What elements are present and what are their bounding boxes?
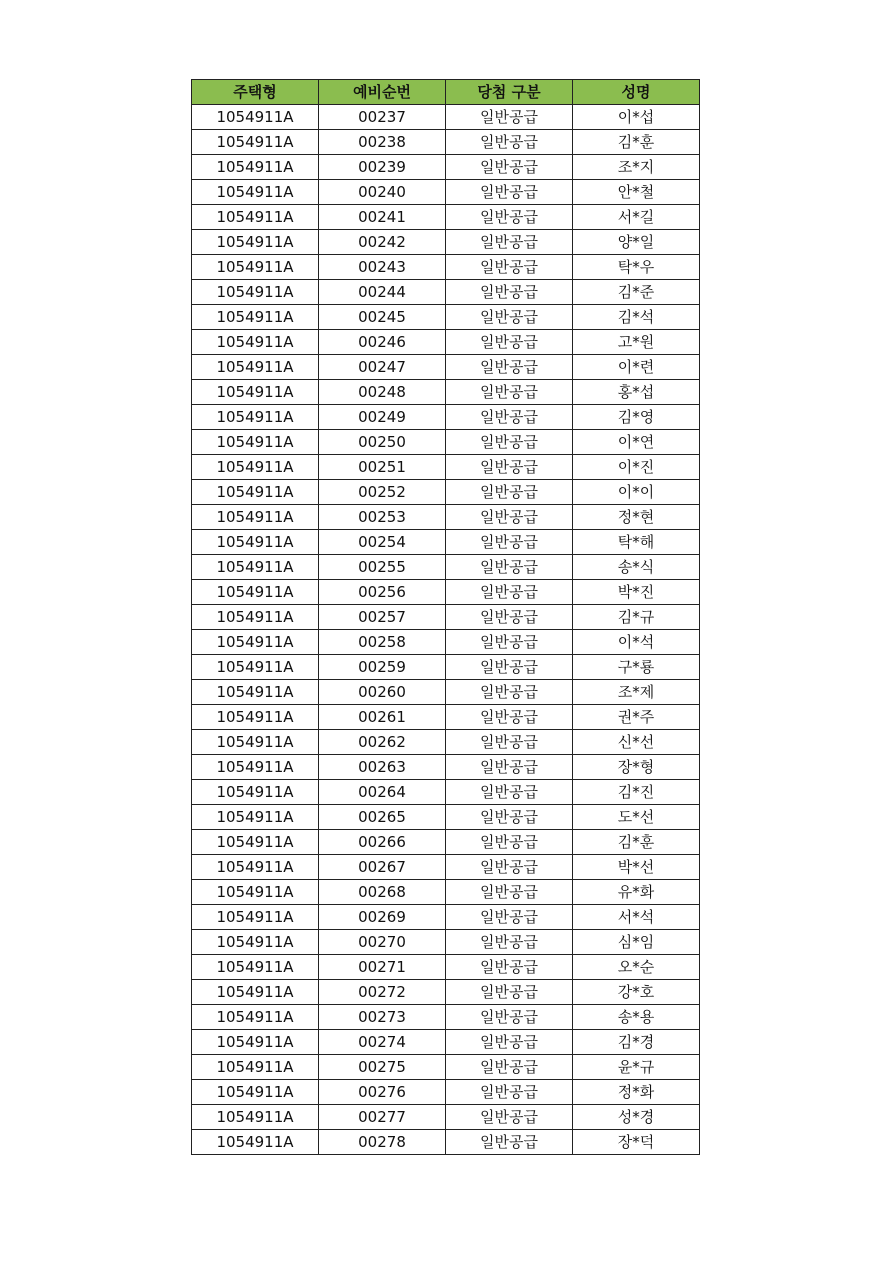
cell-housing-type: 1054911A	[192, 130, 319, 155]
cell-winning-category: 일반공급	[446, 530, 573, 555]
cell-name: 이*이	[573, 480, 700, 505]
cell-housing-type: 1054911A	[192, 280, 319, 305]
cell-housing-type: 1054911A	[192, 230, 319, 255]
cell-housing-type: 1054911A	[192, 205, 319, 230]
cell-name: 이*섭	[573, 105, 700, 130]
cell-winning-category: 일반공급	[446, 1080, 573, 1105]
table-row	[192, 1055, 700, 1080]
cell-reserve-number: 00277	[319, 1105, 446, 1130]
cell-winning-category: 일반공급	[446, 430, 573, 455]
table-row	[192, 1105, 700, 1130]
cell-winning-category: 일반공급	[446, 780, 573, 805]
cell-housing-type: 1054911A	[192, 605, 319, 630]
cell-name: 심*임	[573, 930, 700, 955]
cell-housing-type: 1054911A	[192, 705, 319, 730]
cell-housing-type: 1054911A	[192, 1055, 319, 1080]
cell-winning-category: 일반공급	[446, 680, 573, 705]
cell-winning-category: 일반공급	[446, 905, 573, 930]
cell-winning-category: 일반공급	[446, 855, 573, 880]
table-row	[192, 705, 700, 730]
table-row	[192, 805, 700, 830]
table-row	[192, 1080, 700, 1105]
cell-housing-type: 1054911A	[192, 480, 319, 505]
cell-housing-type: 1054911A	[192, 630, 319, 655]
table-row	[192, 830, 700, 855]
cell-housing-type: 1054911A	[192, 905, 319, 930]
table-row	[192, 230, 700, 255]
cell-winning-category: 일반공급	[446, 255, 573, 280]
cell-name: 정*화	[573, 1080, 700, 1105]
cell-reserve-number: 00262	[319, 730, 446, 755]
cell-housing-type: 1054911A	[192, 530, 319, 555]
cell-name: 조*제	[573, 680, 700, 705]
cell-reserve-number: 00272	[319, 980, 446, 1005]
cell-reserve-number: 00239	[319, 155, 446, 180]
cell-reserve-number: 00255	[319, 555, 446, 580]
cell-name: 안*철	[573, 180, 700, 205]
cell-winning-category: 일반공급	[446, 880, 573, 905]
cell-winning-category: 일반공급	[446, 605, 573, 630]
cell-reserve-number: 00243	[319, 255, 446, 280]
cell-reserve-number: 00259	[319, 655, 446, 680]
cell-name: 서*석	[573, 905, 700, 930]
cell-reserve-number: 00237	[319, 105, 446, 130]
cell-reserve-number: 00256	[319, 580, 446, 605]
cell-winning-category: 일반공급	[446, 355, 573, 380]
cell-housing-type: 1054911A	[192, 105, 319, 130]
cell-housing-type: 1054911A	[192, 730, 319, 755]
table-body	[192, 105, 700, 1155]
cell-name: 김*준	[573, 280, 700, 305]
cell-winning-category: 일반공급	[446, 1055, 573, 1080]
cell-winning-category: 일반공급	[446, 305, 573, 330]
cell-name: 김*영	[573, 405, 700, 430]
cell-winning-category: 일반공급	[446, 205, 573, 230]
cell-housing-type: 1054911A	[192, 1030, 319, 1055]
table-row	[192, 505, 700, 530]
cell-housing-type: 1054911A	[192, 930, 319, 955]
cell-reserve-number: 00240	[319, 180, 446, 205]
cell-housing-type: 1054911A	[192, 755, 319, 780]
header-winning-category: 당첨 구분	[446, 80, 573, 105]
waitlist-table	[191, 79, 700, 1155]
table-row	[192, 1130, 700, 1155]
header-name: 성명	[573, 80, 700, 105]
cell-housing-type: 1054911A	[192, 430, 319, 455]
cell-name: 고*원	[573, 330, 700, 355]
cell-housing-type: 1054911A	[192, 555, 319, 580]
cell-reserve-number: 00263	[319, 755, 446, 780]
cell-name: 이*석	[573, 630, 700, 655]
cell-name: 송*식	[573, 555, 700, 580]
cell-winning-category: 일반공급	[446, 805, 573, 830]
cell-name: 장*덕	[573, 1130, 700, 1155]
table-row	[192, 880, 700, 905]
cell-winning-category: 일반공급	[446, 280, 573, 305]
cell-housing-type: 1054911A	[192, 330, 319, 355]
table-row	[192, 930, 700, 955]
cell-housing-type: 1054911A	[192, 380, 319, 405]
cell-name: 정*현	[573, 505, 700, 530]
table-row	[192, 905, 700, 930]
table-row	[192, 855, 700, 880]
cell-reserve-number: 00276	[319, 1080, 446, 1105]
cell-reserve-number: 00250	[319, 430, 446, 455]
cell-winning-category: 일반공급	[446, 580, 573, 605]
cell-housing-type: 1054911A	[192, 780, 319, 805]
cell-name: 유*화	[573, 880, 700, 905]
cell-winning-category: 일반공급	[446, 1005, 573, 1030]
cell-housing-type: 1054911A	[192, 155, 319, 180]
table-row	[192, 280, 700, 305]
header-reserve-number: 예비순번	[319, 80, 446, 105]
cell-housing-type: 1054911A	[192, 980, 319, 1005]
cell-name: 송*용	[573, 1005, 700, 1030]
cell-name: 도*선	[573, 805, 700, 830]
cell-housing-type: 1054911A	[192, 880, 319, 905]
cell-reserve-number: 00266	[319, 830, 446, 855]
table-row	[192, 1005, 700, 1030]
cell-winning-category: 일반공급	[446, 1130, 573, 1155]
cell-winning-category: 일반공급	[446, 155, 573, 180]
cell-name: 홍*섭	[573, 380, 700, 405]
cell-winning-category: 일반공급	[446, 730, 573, 755]
cell-name: 이*련	[573, 355, 700, 380]
cell-housing-type: 1054911A	[192, 805, 319, 830]
table-row	[192, 180, 700, 205]
cell-housing-type: 1054911A	[192, 405, 319, 430]
table-row	[192, 530, 700, 555]
cell-winning-category: 일반공급	[446, 705, 573, 730]
table-row	[192, 605, 700, 630]
cell-name: 윤*규	[573, 1055, 700, 1080]
cell-reserve-number: 00238	[319, 130, 446, 155]
cell-name: 김*경	[573, 1030, 700, 1055]
cell-reserve-number: 00251	[319, 455, 446, 480]
cell-housing-type: 1054911A	[192, 355, 319, 380]
cell-name: 김*규	[573, 605, 700, 630]
cell-winning-category: 일반공급	[446, 380, 573, 405]
cell-winning-category: 일반공급	[446, 105, 573, 130]
table-row	[192, 380, 700, 405]
header-housing-type: 주택형	[192, 80, 319, 105]
cell-housing-type: 1054911A	[192, 255, 319, 280]
cell-winning-category: 일반공급	[446, 630, 573, 655]
cell-winning-category: 일반공급	[446, 830, 573, 855]
cell-housing-type: 1054911A	[192, 855, 319, 880]
cell-reserve-number: 00252	[319, 480, 446, 505]
cell-winning-category: 일반공급	[446, 230, 573, 255]
table-row	[192, 205, 700, 230]
cell-housing-type: 1054911A	[192, 1080, 319, 1105]
cell-housing-type: 1054911A	[192, 955, 319, 980]
cell-housing-type: 1054911A	[192, 1130, 319, 1155]
cell-housing-type: 1054911A	[192, 180, 319, 205]
cell-reserve-number: 00273	[319, 1005, 446, 1030]
cell-housing-type: 1054911A	[192, 1005, 319, 1030]
cell-reserve-number: 00245	[319, 305, 446, 330]
cell-name: 오*순	[573, 955, 700, 980]
table-row	[192, 130, 700, 155]
cell-name: 권*주	[573, 705, 700, 730]
cell-reserve-number: 00242	[319, 230, 446, 255]
cell-name: 이*연	[573, 430, 700, 455]
cell-reserve-number: 00265	[319, 805, 446, 830]
cell-reserve-number: 00268	[319, 880, 446, 905]
cell-reserve-number: 00258	[319, 630, 446, 655]
cell-reserve-number: 00271	[319, 955, 446, 980]
cell-housing-type: 1054911A	[192, 580, 319, 605]
table-row	[192, 580, 700, 605]
cell-housing-type: 1054911A	[192, 830, 319, 855]
cell-name: 김*석	[573, 305, 700, 330]
cell-reserve-number: 00248	[319, 380, 446, 405]
cell-housing-type: 1054911A	[192, 455, 319, 480]
table-row	[192, 630, 700, 655]
cell-winning-category: 일반공급	[446, 330, 573, 355]
cell-winning-category: 일반공급	[446, 480, 573, 505]
table-row	[192, 405, 700, 430]
cell-housing-type: 1054911A	[192, 655, 319, 680]
cell-name: 박*선	[573, 855, 700, 880]
table-row	[192, 755, 700, 780]
table-row	[192, 305, 700, 330]
cell-housing-type: 1054911A	[192, 505, 319, 530]
header-row	[192, 80, 700, 105]
cell-reserve-number: 00267	[319, 855, 446, 880]
table-row	[192, 680, 700, 705]
table-row	[192, 255, 700, 280]
cell-reserve-number: 00274	[319, 1030, 446, 1055]
cell-reserve-number: 00260	[319, 680, 446, 705]
cell-winning-category: 일반공급	[446, 505, 573, 530]
cell-winning-category: 일반공급	[446, 130, 573, 155]
cell-name: 구*룡	[573, 655, 700, 680]
table-row	[192, 1030, 700, 1055]
cell-winning-category: 일반공급	[446, 755, 573, 780]
cell-winning-category: 일반공급	[446, 180, 573, 205]
cell-reserve-number: 00249	[319, 405, 446, 430]
cell-reserve-number: 00254	[319, 530, 446, 555]
cell-reserve-number: 00264	[319, 780, 446, 805]
cell-name: 양*일	[573, 230, 700, 255]
cell-reserve-number: 00244	[319, 280, 446, 305]
cell-name: 박*진	[573, 580, 700, 605]
cell-name: 신*선	[573, 730, 700, 755]
cell-winning-category: 일반공급	[446, 955, 573, 980]
table-row	[192, 455, 700, 480]
cell-name: 성*경	[573, 1105, 700, 1130]
cell-reserve-number: 00257	[319, 605, 446, 630]
cell-winning-category: 일반공급	[446, 1105, 573, 1130]
table-row	[192, 330, 700, 355]
cell-name: 김*훈	[573, 830, 700, 855]
cell-name: 김*훈	[573, 130, 700, 155]
table-row	[192, 555, 700, 580]
cell-reserve-number: 00253	[319, 505, 446, 530]
cell-winning-category: 일반공급	[446, 555, 573, 580]
cell-winning-category: 일반공급	[446, 405, 573, 430]
cell-reserve-number: 00278	[319, 1130, 446, 1155]
cell-winning-category: 일반공급	[446, 1030, 573, 1055]
cell-winning-category: 일반공급	[446, 980, 573, 1005]
table-row	[192, 430, 700, 455]
cell-name: 김*진	[573, 780, 700, 805]
cell-name: 탁*해	[573, 530, 700, 555]
cell-reserve-number: 00269	[319, 905, 446, 930]
cell-housing-type: 1054911A	[192, 680, 319, 705]
table-row	[192, 980, 700, 1005]
cell-reserve-number: 00247	[319, 355, 446, 380]
cell-winning-category: 일반공급	[446, 455, 573, 480]
cell-name: 탁*우	[573, 255, 700, 280]
cell-name: 서*길	[573, 205, 700, 230]
cell-reserve-number: 00275	[319, 1055, 446, 1080]
table-row	[192, 730, 700, 755]
table-row	[192, 155, 700, 180]
cell-housing-type: 1054911A	[192, 305, 319, 330]
table-row	[192, 105, 700, 130]
cell-name: 조*지	[573, 155, 700, 180]
table-row	[192, 780, 700, 805]
cell-name: 이*진	[573, 455, 700, 480]
cell-reserve-number: 00241	[319, 205, 446, 230]
cell-name: 강*호	[573, 980, 700, 1005]
cell-reserve-number: 00270	[319, 930, 446, 955]
cell-winning-category: 일반공급	[446, 930, 573, 955]
table-row	[192, 955, 700, 980]
cell-reserve-number: 00261	[319, 705, 446, 730]
cell-reserve-number: 00246	[319, 330, 446, 355]
cell-winning-category: 일반공급	[446, 655, 573, 680]
table-row	[192, 655, 700, 680]
cell-name: 장*형	[573, 755, 700, 780]
cell-housing-type: 1054911A	[192, 1105, 319, 1130]
table-row	[192, 480, 700, 505]
table-row	[192, 355, 700, 380]
